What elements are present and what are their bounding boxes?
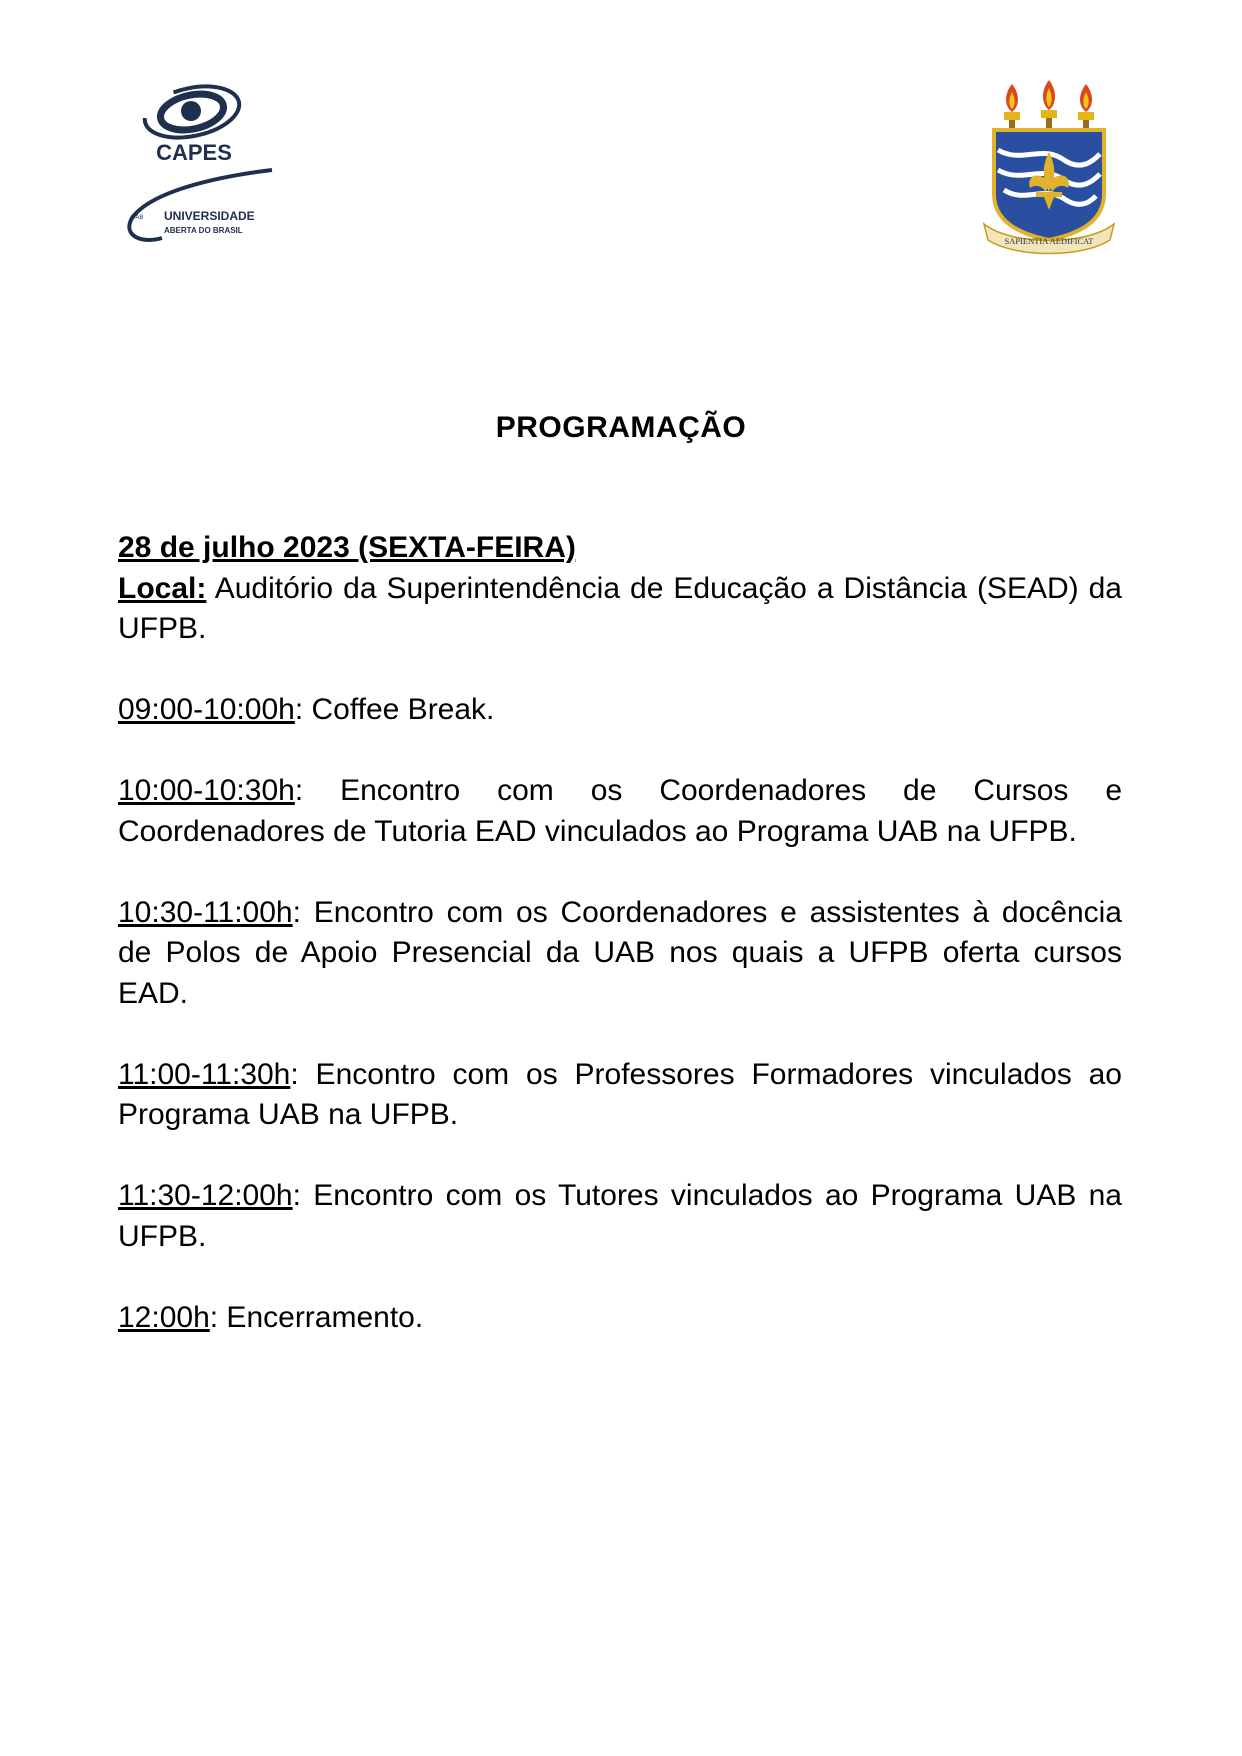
- torch-flames-icon: [1004, 80, 1094, 132]
- uab-mark-text: UAB: [131, 215, 144, 221]
- schedule-text: : Encontro com os Tutores vinculados ao Programa UAB na UFPB.: [118, 1179, 1122, 1253]
- event-location: [118, 569, 1122, 650]
- schedule-time: 10:00-10:30h: [118, 774, 295, 807]
- schedule-item: [118, 690, 1122, 731]
- schedule-item: [118, 893, 1122, 1015]
- page-title: PROGRAMAÇÃO: [495, 411, 747, 444]
- aberta-do-brasil-text: ABERTA DO BRASIL: [164, 226, 243, 235]
- ufpb-coat-of-arms: [982, 74, 1116, 256]
- capes-emblem-icon: [140, 79, 244, 146]
- schedule-item: [118, 1055, 1122, 1136]
- event-date: 28 de julho 2023 (SEXTA-FEIRA): [118, 531, 576, 564]
- schedule-item: [118, 771, 1122, 852]
- universidade-text: UNIVERSIDADE: [164, 209, 255, 223]
- schedule-text: : Encontro com os Coordenadores de Cursos e Coordenadores de Tutoria EAD vinculados ao Programa UAB na UFPB.: [118, 774, 1122, 848]
- schedule-item: [118, 1176, 1122, 1257]
- location-text: Auditório da Superintendência de Educação a Distância (SEAD) da UFPB.: [118, 571, 1122, 645]
- schedule-text: : Coffee Break.: [294, 693, 495, 726]
- schedule-text: : Encontro com os Coordenadores e assistentes à docência de Polos de Apoio Presencial da UAB nos quais a UFPB oferta cursos EAD.: [118, 895, 1122, 1010]
- schedule-time: 09:00-10:00h: [118, 693, 295, 726]
- capes-text: CAPES: [156, 140, 232, 165]
- schedule-text: : Encontro com os Professores Formadores vinculados ao Programa UAB na UFPB.: [118, 1057, 1122, 1131]
- programme-content: [118, 528, 1122, 1338]
- schedule-time: 11:30-12:00h: [118, 1179, 293, 1212]
- capes-uab-logo: [122, 78, 282, 248]
- schedule-item: [118, 1298, 1122, 1339]
- schedule-text: : Encerramento.: [209, 1300, 424, 1334]
- schedule-time: 11:00-11:30h: [118, 1057, 291, 1091]
- motto-text: SAPIENTIA AEDIFICAT: [1004, 236, 1094, 246]
- schedule-time: 12:00h: [118, 1300, 210, 1334]
- location-label: Local:: [118, 571, 207, 605]
- schedule-time: 10:30-11:00h: [118, 895, 293, 929]
